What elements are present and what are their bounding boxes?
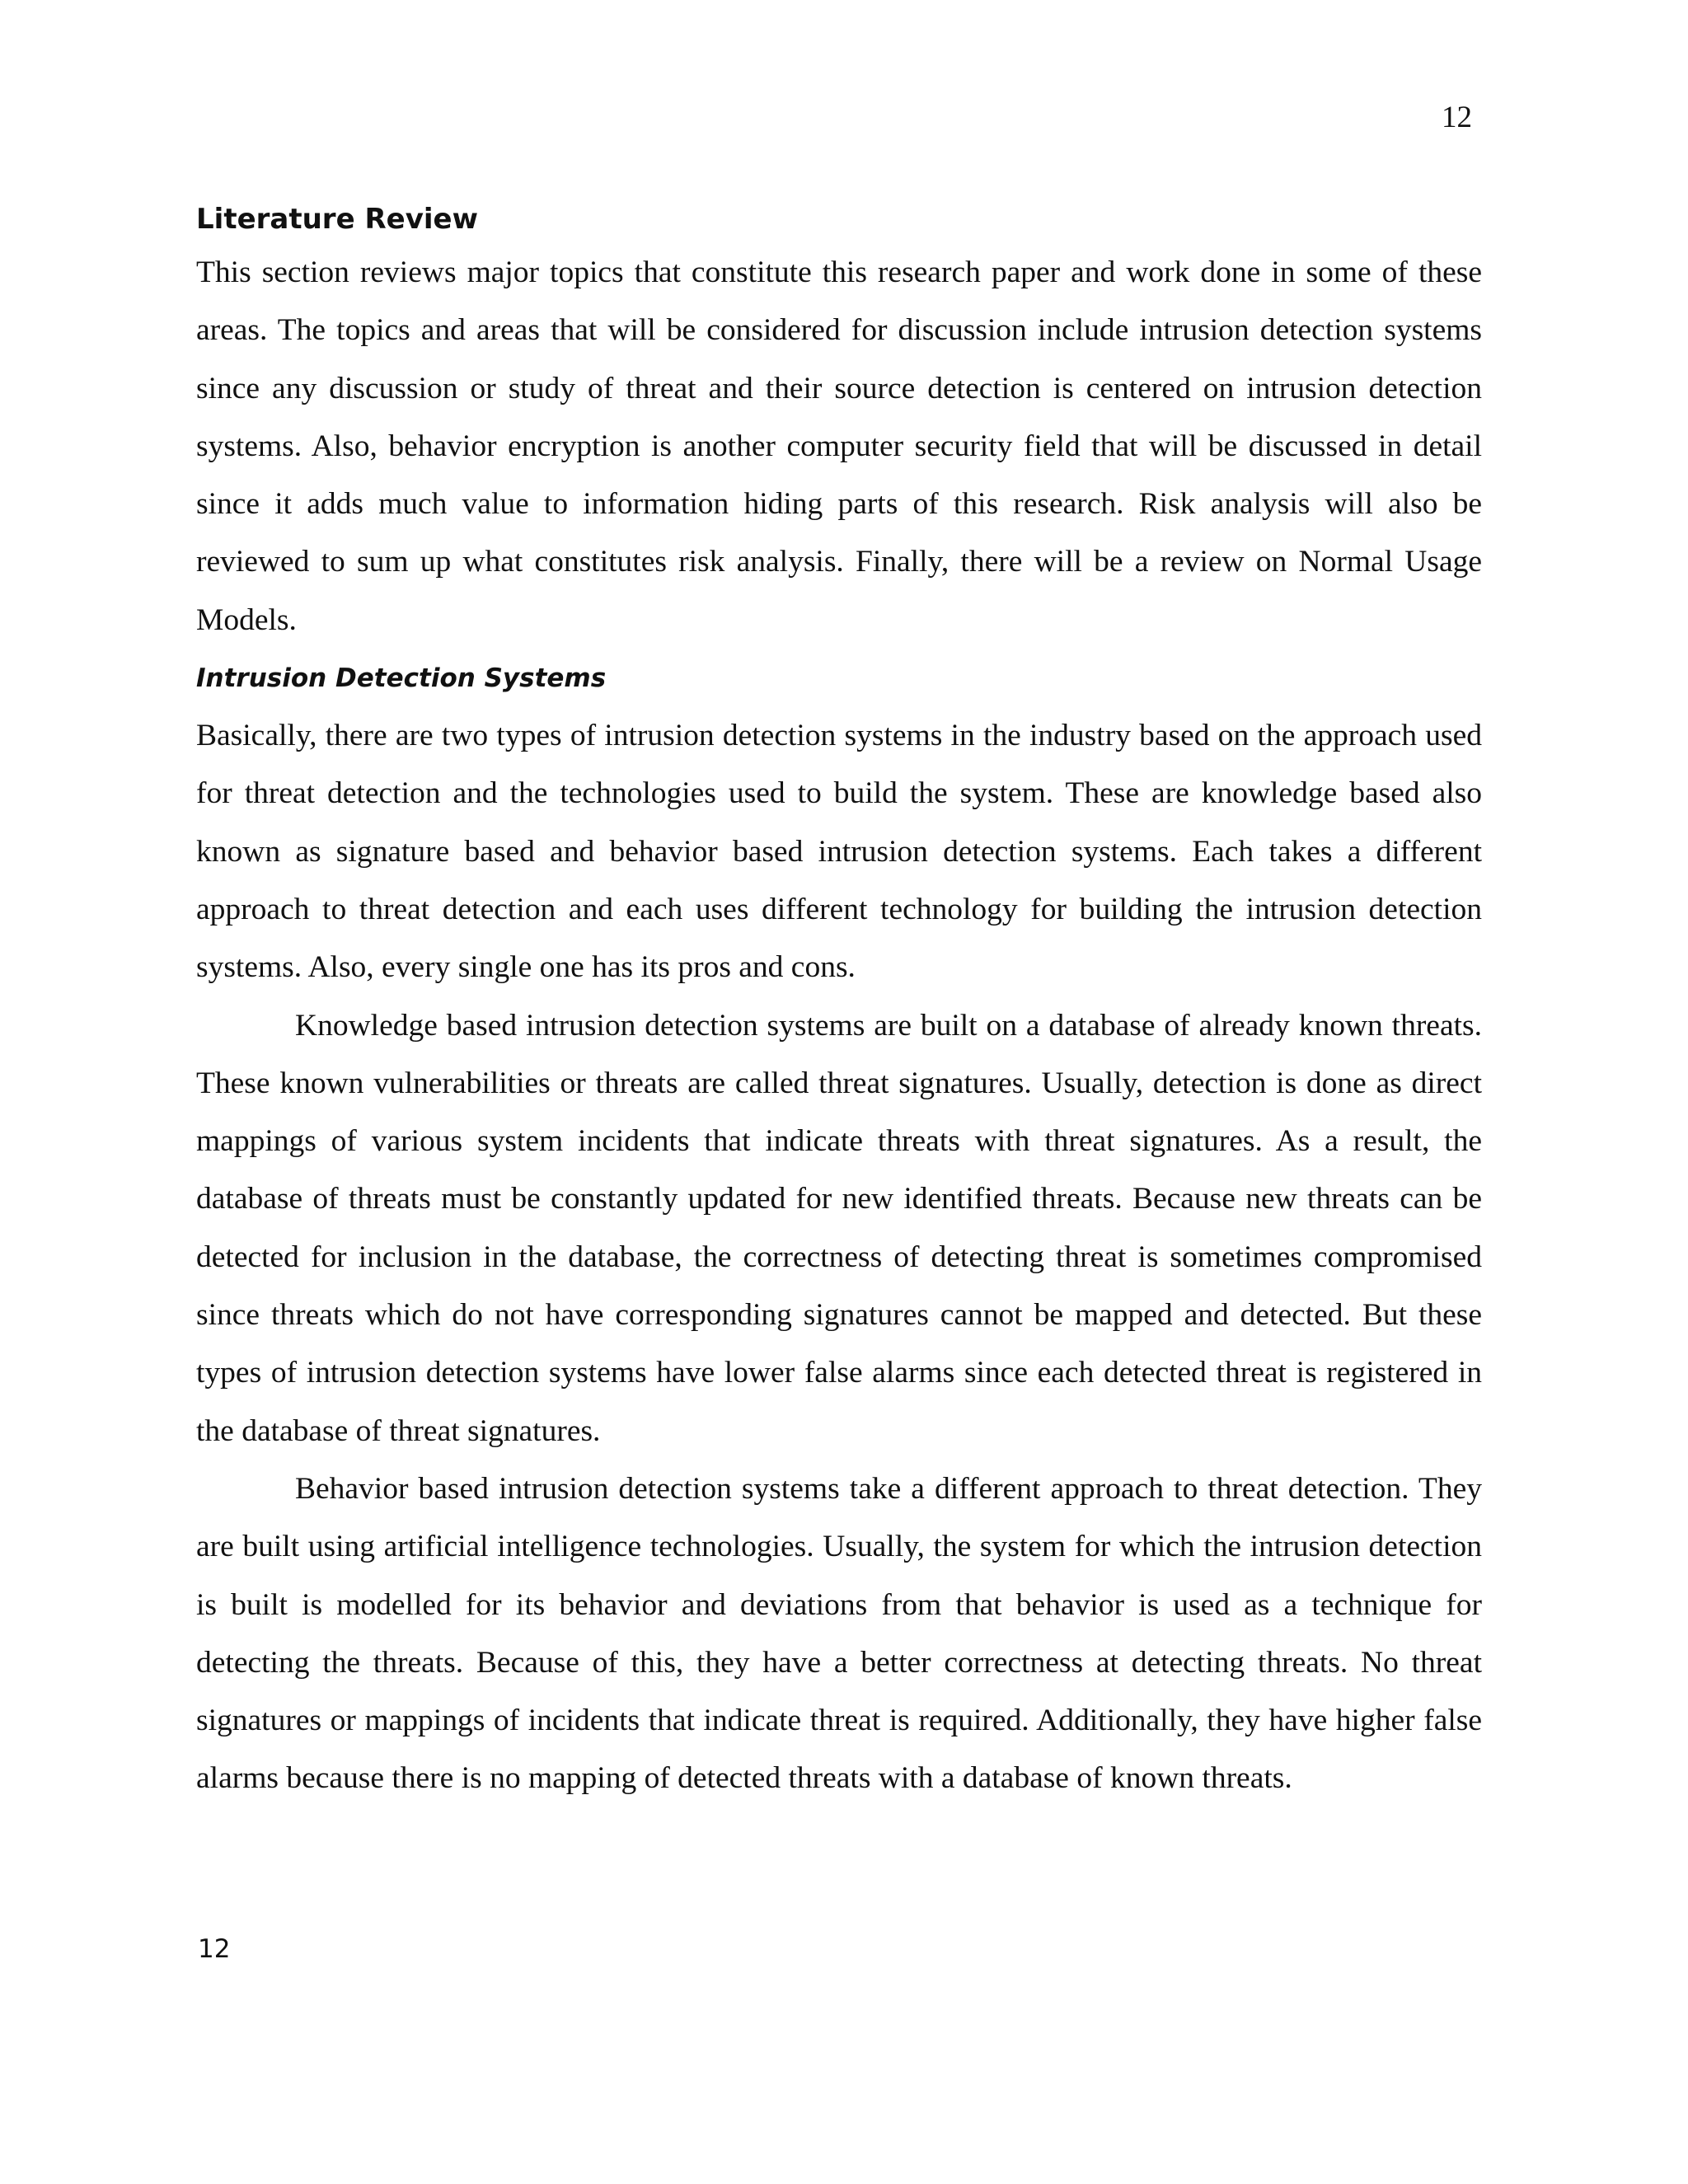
section-heading: Literature Review — [196, 203, 478, 236]
body-paragraph-1: Basically, there are two types of intrusion detection systems in the industry based on the approach used for threat detection and the technologies used to build the system. These are knowledge based also known as signature based and behavior based intrusion detection systems. Each takes a different approach to threat detection and each uses different technology for building the intrusion detection systems. Also, every single one has its pros and cons. — [196, 719, 1482, 985]
footer-page-number: 12 — [198, 1934, 231, 1964]
header-page-number: 12 — [1442, 101, 1472, 134]
page-content — [196, 194, 1482, 1808]
body-paragraph-2: Knowledge based intrusion detection systems are built on a database of already known threats. These known vulnerabilities or threats are called threat signatures. Usually, detection is done as direct mappings of various system incidents that indicate threats with threat signatures. As a result, the database of threats must be constantly updated for new identified threats. Because new threats can be detected for inclusion in the database, the correctness of detecting threat is sometimes compromised since threats which do not have corresponding signatures cannot be mapped and detected. But these types of intrusion detection systems have lower false alarms since each detected threat is registered in the database of threat signatures. — [196, 1008, 1482, 1448]
subsection-heading: Intrusion Detection Systems — [196, 663, 607, 694]
body-paragraph-3: Behavior based intrusion detection systems take a different approach to threat detection. They are built using artificial intelligence technologies. Usually, the system for which the intrusion detection is built is modelled for its behavior and deviations from that behavior is used as a technique for detecting the threats. Because of this, they have a better correctness at detecting threats. No threat signatures or mappings of incidents that indicate threat is required. Additionally, they have higher false alarms because there is no mapping of detected threats with a database of known threats. — [196, 1471, 1482, 1796]
section-intro-paragraph: This section reviews major topics that constitute this research paper and work done in some of these areas. The topics and areas that will be considered for discussion include intrusion detection systems since any discussion or study of threat and their source detection is centered on intrusion detection systems. Also, behavior encryption is another computer security field that will be discussed in detail since it adds much value to information hiding parts of this research. Risk analysis will also be reviewed to sum up what constitutes risk analysis. Finally, there will be a review on Normal Usage Models. — [196, 255, 1482, 637]
